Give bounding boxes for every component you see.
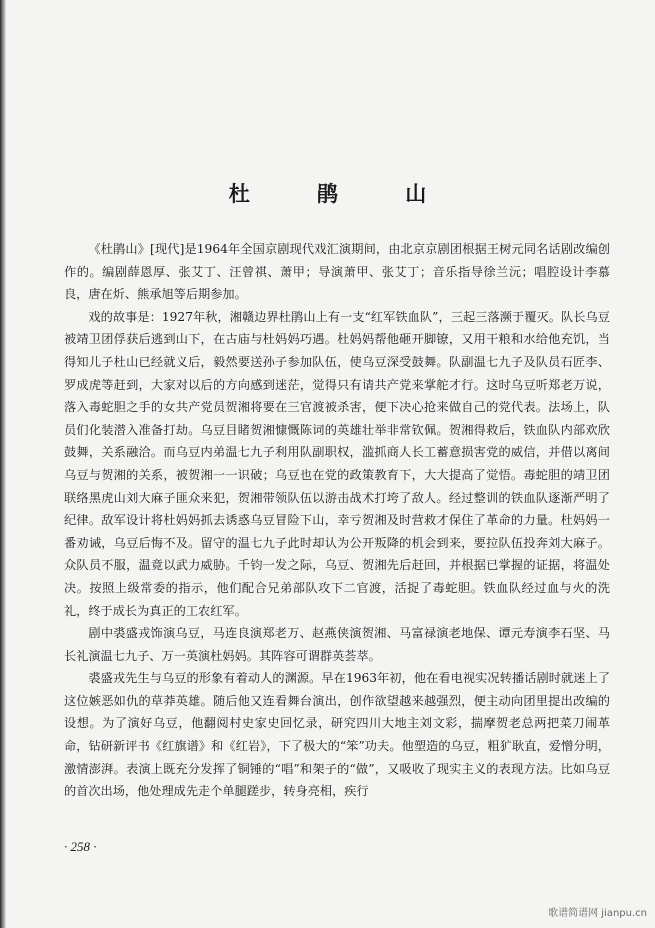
site-watermark: 歌谱简谱网 jianpu.cn [548, 908, 647, 919]
page-title: 杜 鹃 山 [228, 182, 457, 206]
paragraph-cast: 剧中裘盛戎饰演乌豆，马连良演郑老万、赵燕侠演贺湘、马富禄演老地保、谭元寿演李石坚、马长礼演温七九子、万一英演杜妈妈。其阵容可谓群英荟萃。 [64, 626, 610, 663]
page-number: · 258 · [64, 839, 97, 854]
scan-shadow-edge [0, 0, 6, 928]
paragraph-story: 戏的故事是：1927年秋，湘赣边界杜鹃山上有一支“红军铁血队”，三起三落濒于覆灭。队长乌豆被靖卫团俘获后逃到山下，在古庙与杜妈妈巧遇。杜妈妈帮他砸开脚镣，又用干粮和水给他充饥，当得知儿子杜山已经就义后，毅然要送孙子参加队伍，使乌豆深受鼓舞。队副温七九子及队员石匠李、罗成虎等赶到，大家对以后的方向感到迷茫，觉得只有请共产党来掌舵才行。这时乌豆听郑老万说，落入毒蛇胆之手的女共产党员贺湘将要在三官渡被杀害，便下决心抢来做自己的党代表。法场上，队员们化装潜入准备打劫。乌豆目睹贺湘慷慨陈词的英雄壮举非常钦佩。贺湘得救后，铁血队内部欢欣鼓舞，关系融洽。而乌豆内弟温七九子利用队副职权，滥抓商人长工蓄意损害党的威信，并借以离间乌豆与贺湘的关系，被贺湘一一识破；乌豆也在党的政策教育下，大大提高了觉悟。毒蛇胆的靖卫团联络黑虎山刘大麻子匪众来犯，贺湘带领队伍以游击战术打垮了敌人。经过整训的铁血队逐渐严明了纪律。敌军设计将杜妈妈抓去诱惑乌豆冒险下山，幸亏贺湘及时营救才保住了革命的力量。杜妈妈一番劝诫，乌豆后悔不及。留守的温七九子此时却认为公开叛降的机会到来，要拉队伍投奔刘大麻子。众队员不服，温竟以武力威胁。千钧一发之际，乌豆、贺湘先后赶回，并根据已掌握的证据，将温处决。按照上级常委的指示，他们配合兄弟部队攻下二官渡，活捉了毒蛇胆。铁血队经过血与火的洗礼，终于成长为真正的工农红军。 [64, 309, 610, 618]
paragraph-intro: 《杜鹃山》[现代]是1964年全国京剧现代戏汇演期间，由北京京剧团根据王树元同名话剧改编创作的。编剧薛恩厚、张艾丁、汪曾祺、萧甲；导演萧甲、张艾丁；音乐指导徐兰沅；唱腔设计李慕良，唐在炘、熊承旭等后期参加。 [64, 242, 610, 302]
article-body [64, 238, 610, 803]
paragraph-performer: 裘盛戎先生与乌豆的形象有着动人的渊源。早在1963年初，他在看电视实况转播话剧时就迷上了这位嫉恶如仇的草莽英雄。随后他又连看舞台演出，创作欲望越来越强烈，便主动向团里提出改编的设想。为了演好乌豆，他翻阅村史家史回忆录，研究四川大地主刘文彩，揣摩贺老总两把菜刀闹革命，钻研新评书《红旗谱》和《红岩》，下了极大的“笨”功夫。他塑造的乌豆，粗犷耿直，爱憎分明，激情澎湃。表演上既充分发挥了铜锤的“唱”和架子的“做”，又吸收了现实主义的表现方法。比如乌豆的首次出场，他处理成先走个单腿蹉步，转身亮相，疾行 [64, 671, 610, 799]
